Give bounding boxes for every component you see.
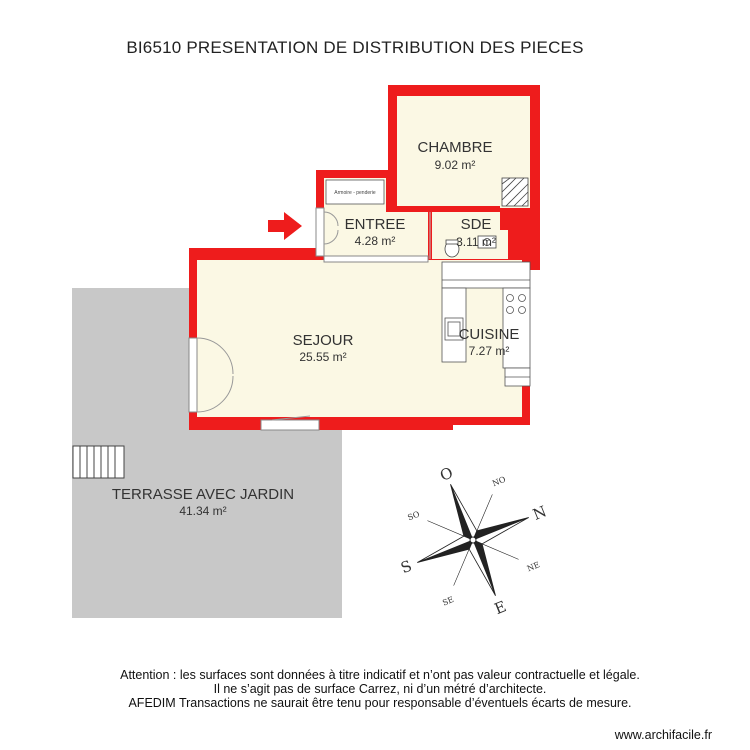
compass-label-ne: NE — [525, 560, 542, 574]
shower — [502, 178, 528, 206]
wardrobe-label: Armoire - penderie — [334, 190, 376, 196]
compass-label-s: S — [398, 556, 415, 578]
page-title: BI6510 PRESENTATION DE DISTRIBUTION DES PIECES — [126, 38, 584, 57]
room-area-chambre: 9.02 m² — [434, 158, 476, 172]
compass-label-se: SE — [441, 594, 456, 608]
compass-label-n: N — [530, 502, 550, 524]
room-area-sejour: 25.55 m² — [299, 350, 347, 364]
fridge — [505, 368, 530, 386]
room-area-sde: 3.11 m² — [456, 235, 496, 249]
compass-rose — [372, 436, 577, 645]
entrance-arrow — [268, 212, 302, 240]
room-area-entree: 4.28 m² — [354, 234, 396, 248]
room-name-chambre: CHAMBRE — [417, 139, 493, 156]
compass-label-no: NO — [491, 474, 507, 489]
room-name-terrasse: TERRASSE AVEC JARDIN — [111, 486, 295, 503]
room-name-sde: SDE — [460, 216, 492, 233]
room-name-entree: ENTREE — [344, 216, 406, 233]
disclaimer-line-1: Attention : les surfaces sont données à titre indicatif et n’ont pas valeur contractuelle et légale. — [120, 668, 640, 682]
compass-label-o: O — [437, 463, 456, 485]
disclaimer-line-2: Il ne s’agit pas de surface Carrez, ni d’un métré d’architecte. — [213, 682, 547, 696]
disclaimer — [60, 668, 700, 710]
room-area-cuisine: 7.27 m² — [468, 344, 510, 358]
compass-label-e: E — [491, 597, 509, 619]
terrace-stairs — [73, 446, 124, 478]
compass-label-so: SO — [406, 509, 421, 523]
room-name-sejour: SEJOUR — [292, 332, 354, 349]
credit-link[interactable]: www.archifacile.fr — [614, 728, 712, 742]
disclaimer-line-3: AFEDIM Transactions ne saurait être tenu pour responsable d’éventuels écarts de mesure. — [128, 696, 632, 710]
room-name-cuisine: CUISINE — [458, 326, 520, 343]
room-area-terrasse: 41.34 m² — [179, 504, 227, 518]
